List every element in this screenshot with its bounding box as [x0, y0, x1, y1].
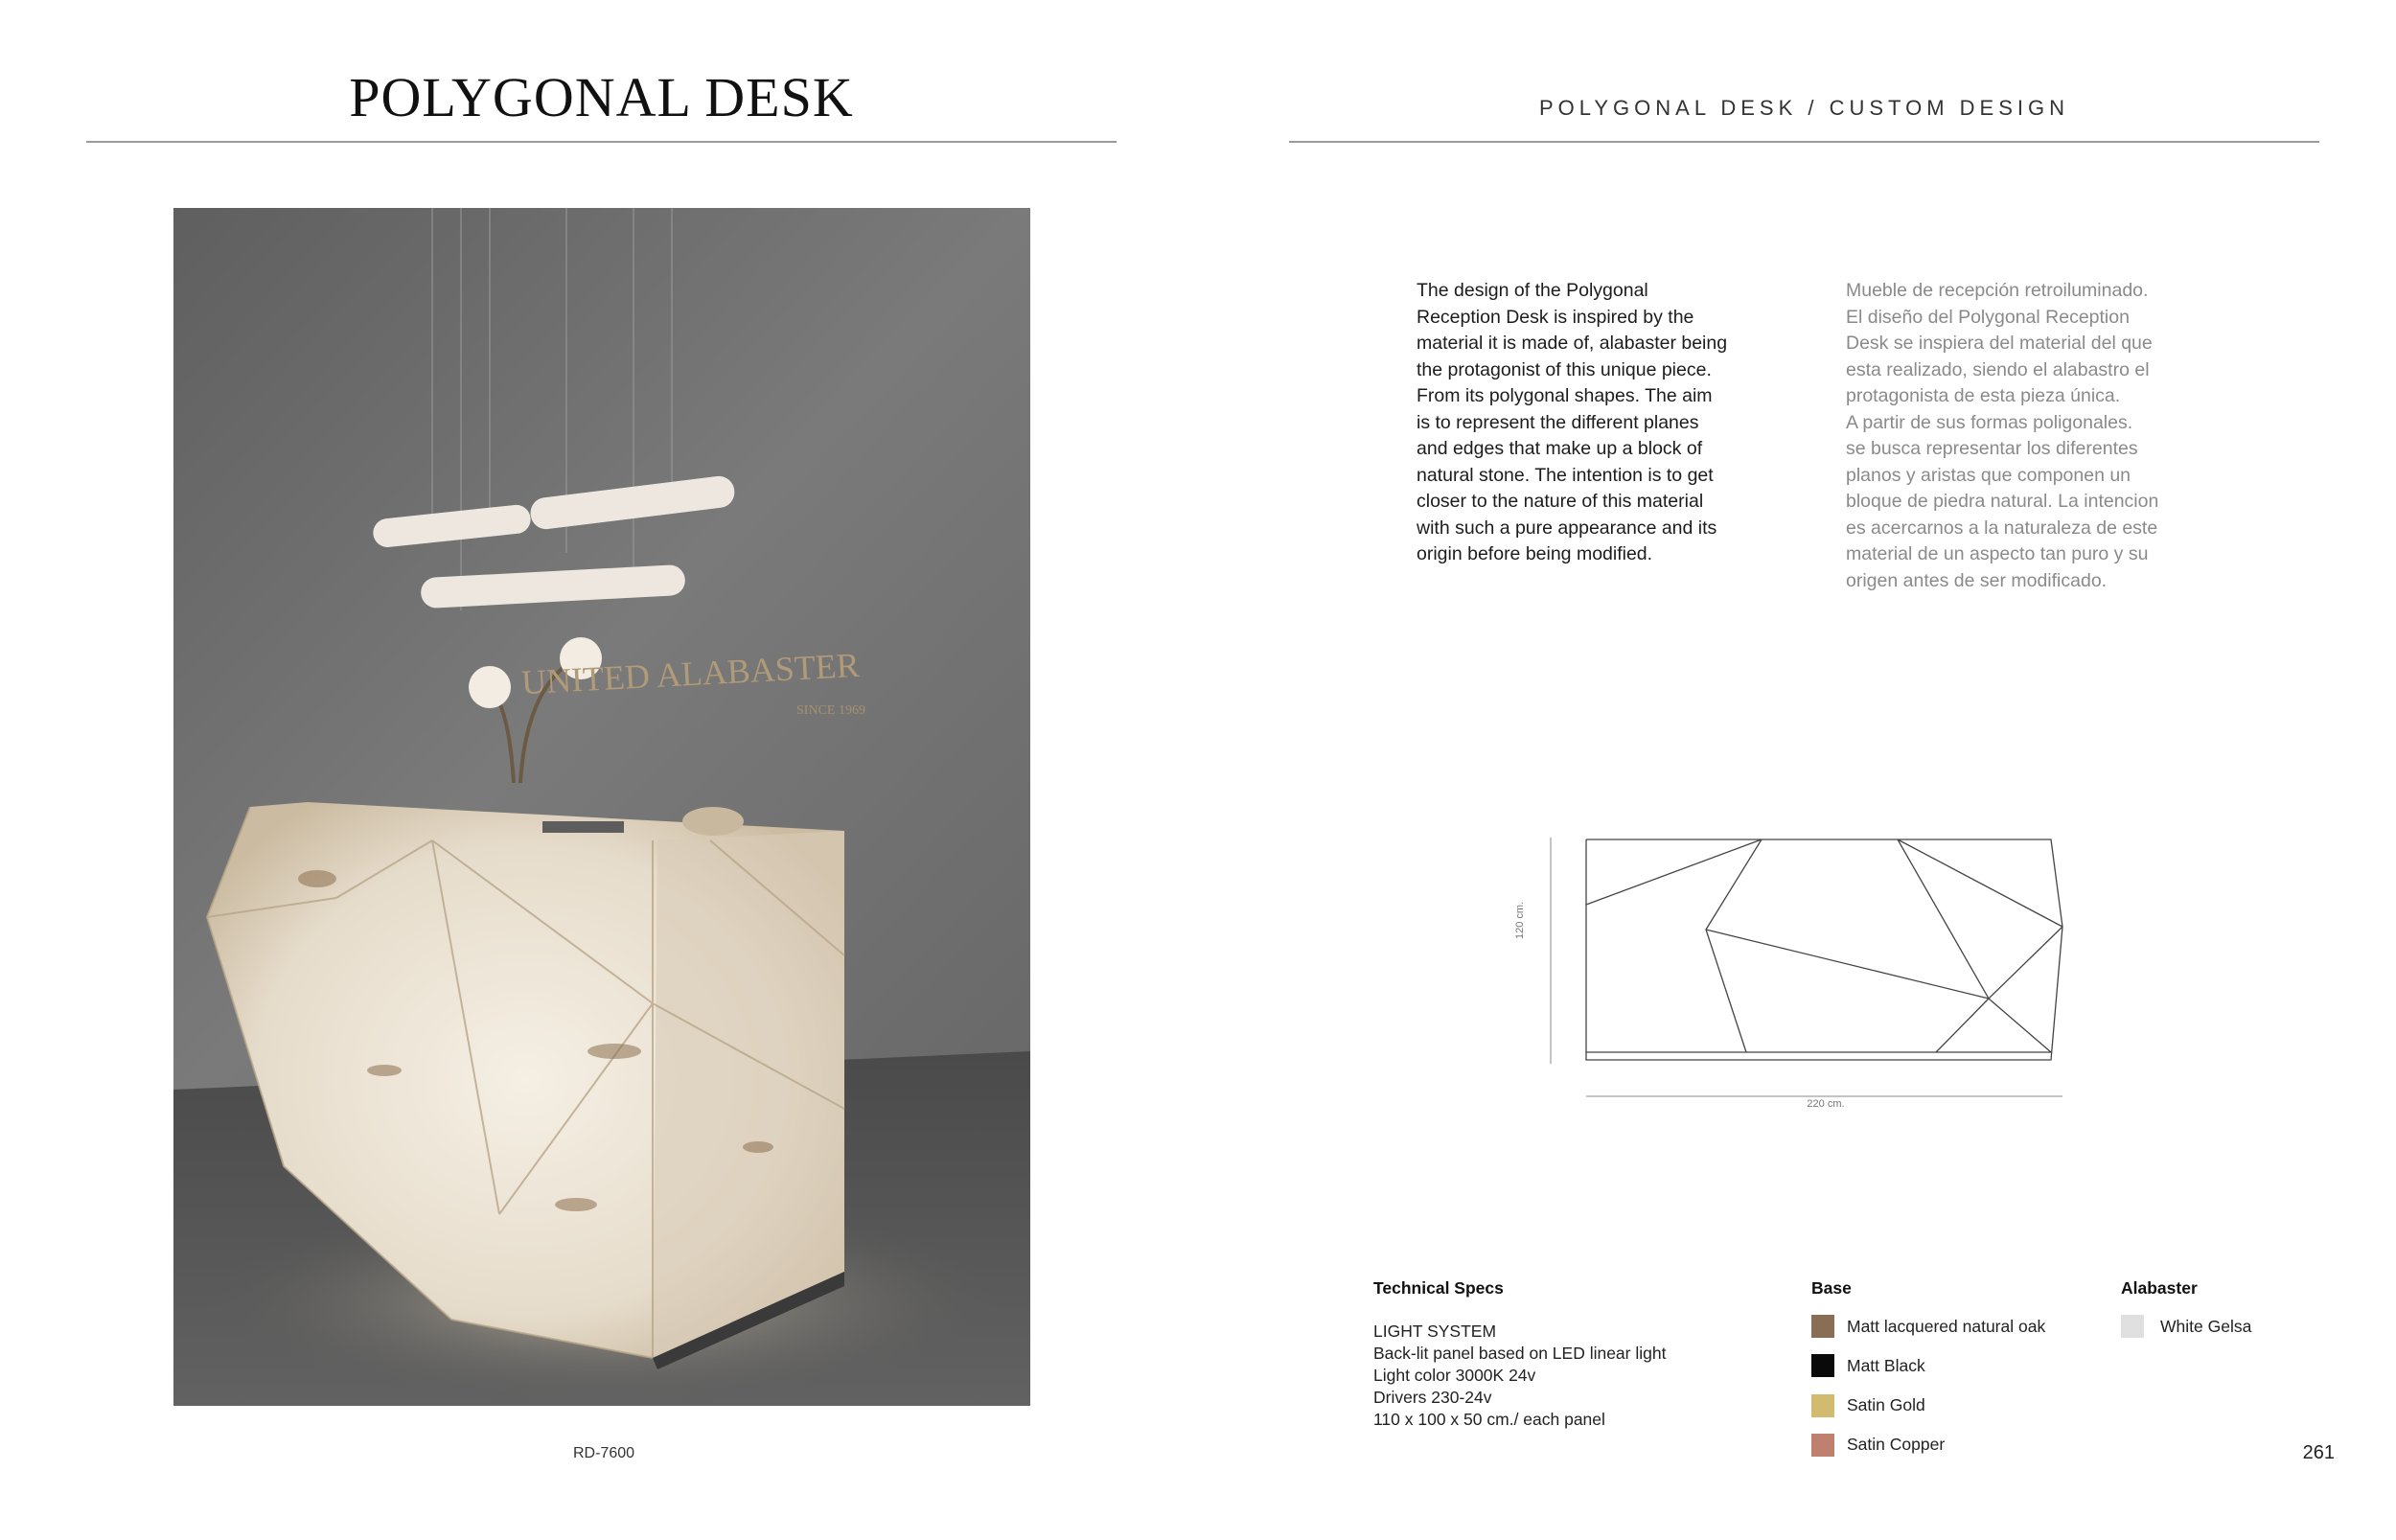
base-option-copper: [1811, 1434, 2045, 1457]
spec-line: LIGHT SYSTEM: [1373, 1322, 1497, 1341]
description-line: bloque de piedra natural. La intencion: [1846, 491, 2159, 512]
description-line: es acercarnos a la naturaleza de este: [1846, 517, 2158, 539]
color-swatch: [1811, 1434, 1834, 1457]
technical-specs-heading: Technical Specs: [1373, 1278, 1504, 1298]
base-option-gold: [1811, 1394, 2045, 1417]
description-line: se busca representar los diferentes: [1846, 438, 2138, 459]
description-line: Mueble de recepción retroiluminado.: [1846, 280, 2149, 301]
base-heading: Base: [1811, 1278, 1852, 1298]
spec-line: Light color 3000K 24v: [1373, 1366, 1536, 1385]
base-option-oak: [1811, 1315, 2045, 1338]
spec-line: Back-lit panel based on LED linear light: [1373, 1344, 1667, 1363]
description-line: material de un aspecto tan puro y su: [1846, 543, 2149, 564]
wall-sign-name: UNITED ALABASTER: [520, 645, 861, 702]
alabaster-finish-list: [2121, 1315, 2251, 1338]
description-line: closer to the nature of this material: [1417, 491, 1704, 512]
height-dimension: 120 cm.: [1514, 901, 1526, 939]
color-swatch: [2121, 1315, 2144, 1338]
description-spanish: [1846, 278, 2196, 594]
description-line: protagonista de esta pieza única.: [1846, 385, 2121, 406]
alabaster-heading: Alabaster: [2121, 1278, 2198, 1298]
description-line: with such a pure appearance and its: [1417, 517, 1717, 539]
swatch-label: Satin Copper: [1847, 1435, 1946, 1455]
technical-drawing: [1533, 826, 2070, 1125]
alabaster-option-white-gelsa: [2121, 1315, 2251, 1338]
product-photo: [173, 208, 1030, 1406]
description-line: the protagonist of this unique piece.: [1417, 358, 1712, 380]
description-line: Reception Desk is inspired by the: [1417, 306, 1694, 328]
header-divider: [1289, 141, 2319, 143]
spec-line: Drivers 230-24v: [1373, 1388, 1492, 1407]
description-line: The design of the Polygonal: [1417, 280, 1648, 301]
swatch-label: White Gelsa: [2160, 1316, 2252, 1336]
section-header: POLYGONAL DESK / CUSTOM DESIGN: [1538, 96, 2069, 120]
color-swatch: [1811, 1315, 1834, 1338]
description-line: origin before being modified.: [1417, 543, 1653, 564]
swatch-label: Matt lacquered natural oak: [1847, 1316, 2046, 1336]
swatch-label: Matt Black: [1847, 1355, 1925, 1375]
description-line: origen antes de ser modificado.: [1846, 569, 2108, 591]
technical-specs-list: [1373, 1321, 1666, 1431]
description-line: From its polygonal shapes. The aim: [1417, 385, 1713, 406]
title-divider: [86, 141, 1117, 143]
page-number: 261: [2302, 1442, 2335, 1463]
description-line: natural stone. The intention is to get: [1417, 464, 1714, 486]
wall-sign-since: SINCE 1969: [796, 703, 865, 718]
color-swatch: [1811, 1354, 1834, 1377]
width-dimension: 220 cm.: [1807, 1098, 1845, 1110]
color-swatch: [1811, 1394, 1834, 1417]
reference-code: RD-7600: [572, 1445, 635, 1461]
base-option-black: [1811, 1354, 2045, 1377]
description-line: A partir de sus formas poligonales.: [1846, 411, 2133, 433]
description-line: and edges that make up a block of: [1417, 438, 1703, 459]
description-line: is to represent the different planes: [1417, 411, 1699, 433]
page-title: POLYGONAL DESK: [349, 66, 854, 128]
spec-line: 110 x 100 x 50 cm./ each panel: [1373, 1410, 1605, 1429]
description-english: [1417, 278, 1766, 568]
swatch-label: Satin Gold: [1847, 1395, 1925, 1415]
base-finish-list: [1811, 1315, 2045, 1473]
description-line: El diseño del Polygonal Reception: [1846, 306, 2130, 328]
description-line: Desk se inspiera del material del que: [1846, 333, 2153, 354]
description-line: planos y aristas que componen un: [1846, 464, 2131, 486]
description-line: esta realizado, siendo el alabastro el: [1846, 358, 2150, 380]
description-line: material it is made of, alabaster being: [1417, 333, 1728, 354]
